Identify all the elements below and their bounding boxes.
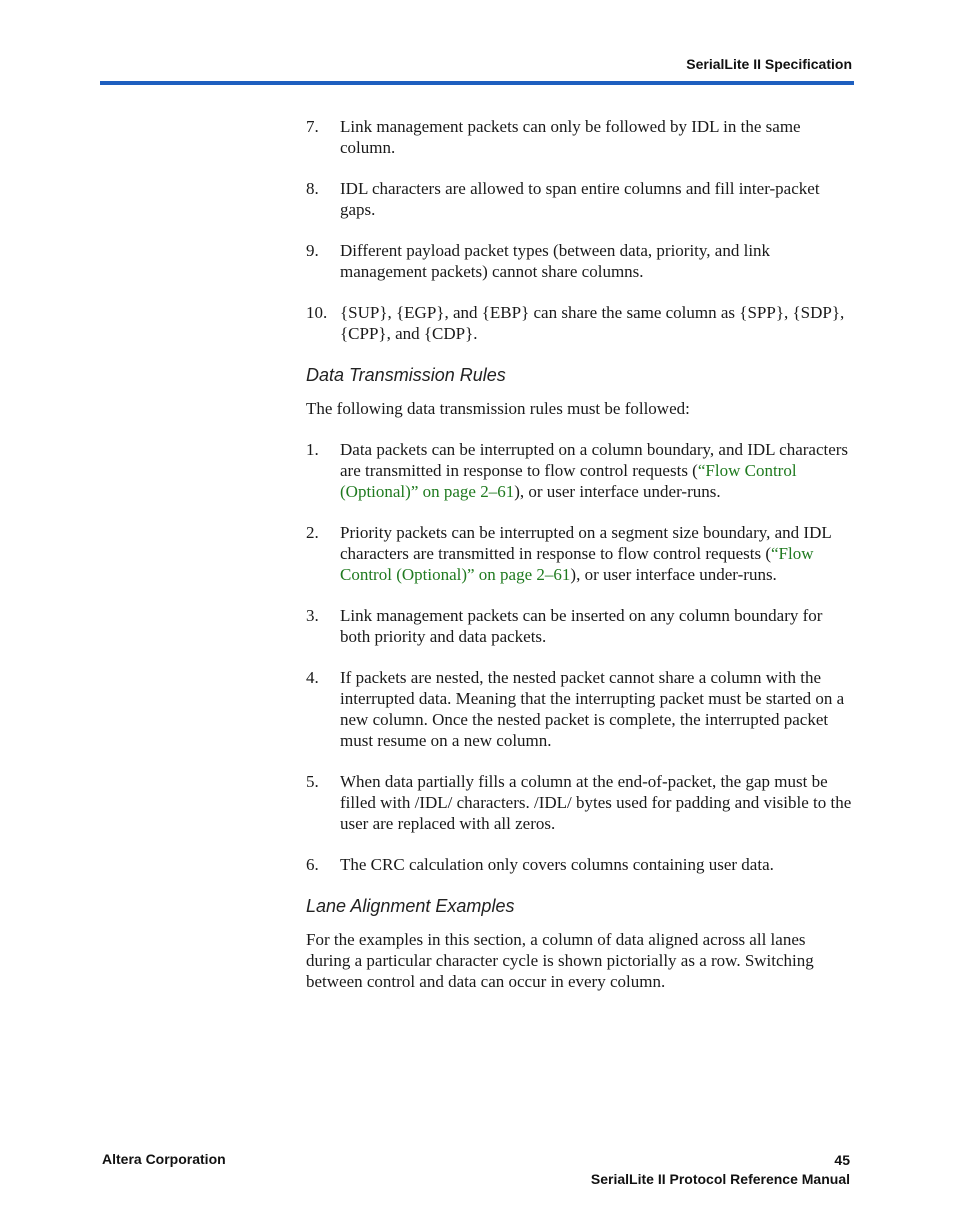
list-text-pre: Data packets can be interrupted on a column boundary, and IDL characters are transmitted in response to flow control requests ( xyxy=(340,440,849,480)
list-text: Different payload packet types (between data, priority, and link management packets) cannot share columns. xyxy=(340,241,771,281)
flow-control-link[interactable]: “Flow Control (Optional)” on page 2–61 xyxy=(340,461,797,501)
list-text: Link management packets can be inserted on any column boundary for both priority and data packets. xyxy=(340,606,823,646)
list-text-post: ), or user interface under-runs. xyxy=(570,565,777,584)
list-number: 6. xyxy=(306,855,319,874)
flow-control-link[interactable]: “Flow Control (Optional)” on page 2–61 xyxy=(340,544,814,584)
list-number: 7. xyxy=(306,117,319,136)
list-item xyxy=(306,439,854,502)
list-item xyxy=(306,302,854,344)
list-item xyxy=(306,116,854,158)
page-number: 45 xyxy=(834,1152,850,1168)
list-number: 2. xyxy=(306,523,319,542)
header-rule xyxy=(100,81,854,85)
list-text: The CRC calculation only covers columns containing user data. xyxy=(340,855,774,874)
list-item xyxy=(306,854,854,875)
list-text: When data partially fills a column at the end-of-packet, the gap must be filled with /IDL/ characters. /IDL/ bytes used for padding and visible to the user are replaced with all zeros. xyxy=(340,772,852,833)
header-title: SerialLite II Specification xyxy=(686,56,852,72)
list-number: 4. xyxy=(306,668,319,687)
section-paragraph: For the examples in this section, a column of data aligned across all lanes during a particular character cycle is shown pictorially as a row. Switching between control and data can occur in every column. xyxy=(306,930,814,991)
list-text xyxy=(340,439,854,502)
list-item xyxy=(306,178,854,220)
list-item xyxy=(306,667,854,751)
list-text-post: ), or user interface under-runs. xyxy=(514,482,721,501)
section-heading-data-transmission: Data Transmission Rules xyxy=(306,365,506,385)
section-heading-lane-alignment: Lane Alignment Examples xyxy=(306,896,515,916)
list-text: Link management packets can only be followed by IDL in the same column. xyxy=(340,117,801,157)
list-number: 8. xyxy=(306,179,319,198)
list-item xyxy=(306,240,854,282)
footer-right xyxy=(591,1151,850,1189)
list-item xyxy=(306,605,854,647)
main-content xyxy=(306,116,854,1012)
list-number: 9. xyxy=(306,241,319,260)
footer-company: Altera Corporation xyxy=(102,1151,226,1167)
manual-title: SerialLite II Protocol Reference Manual xyxy=(590,1171,850,1187)
list-text-pre: Priority packets can be interrupted on a segment size boundary, and IDL characters are transmitted in response to flow control requests ( xyxy=(340,523,832,563)
section-intro: The following data transmission rules must be followed: xyxy=(306,399,690,418)
list-item xyxy=(306,771,854,834)
list-number: 1. xyxy=(306,440,319,459)
list-text: IDL characters are allowed to span entire columns and fill inter-packet gaps. xyxy=(340,179,820,219)
list-text: {SUP}, {EGP}, and {EBP} can share the same column as {SPP}, {SDP}, {CPP}, and {CDP}. xyxy=(340,303,845,343)
list-item xyxy=(306,522,854,585)
list-number: 10. xyxy=(306,303,328,322)
list-number: 5. xyxy=(306,772,319,791)
list-number: 3. xyxy=(306,606,319,625)
list-text xyxy=(340,522,854,585)
list-text: If packets are nested, the nested packet cannot share a column with the interrupted data. Meaning that the interrupting packet must be started on a new column. Once the nested packet is complete, the interrupted packet must resume on a new column. xyxy=(340,668,845,750)
